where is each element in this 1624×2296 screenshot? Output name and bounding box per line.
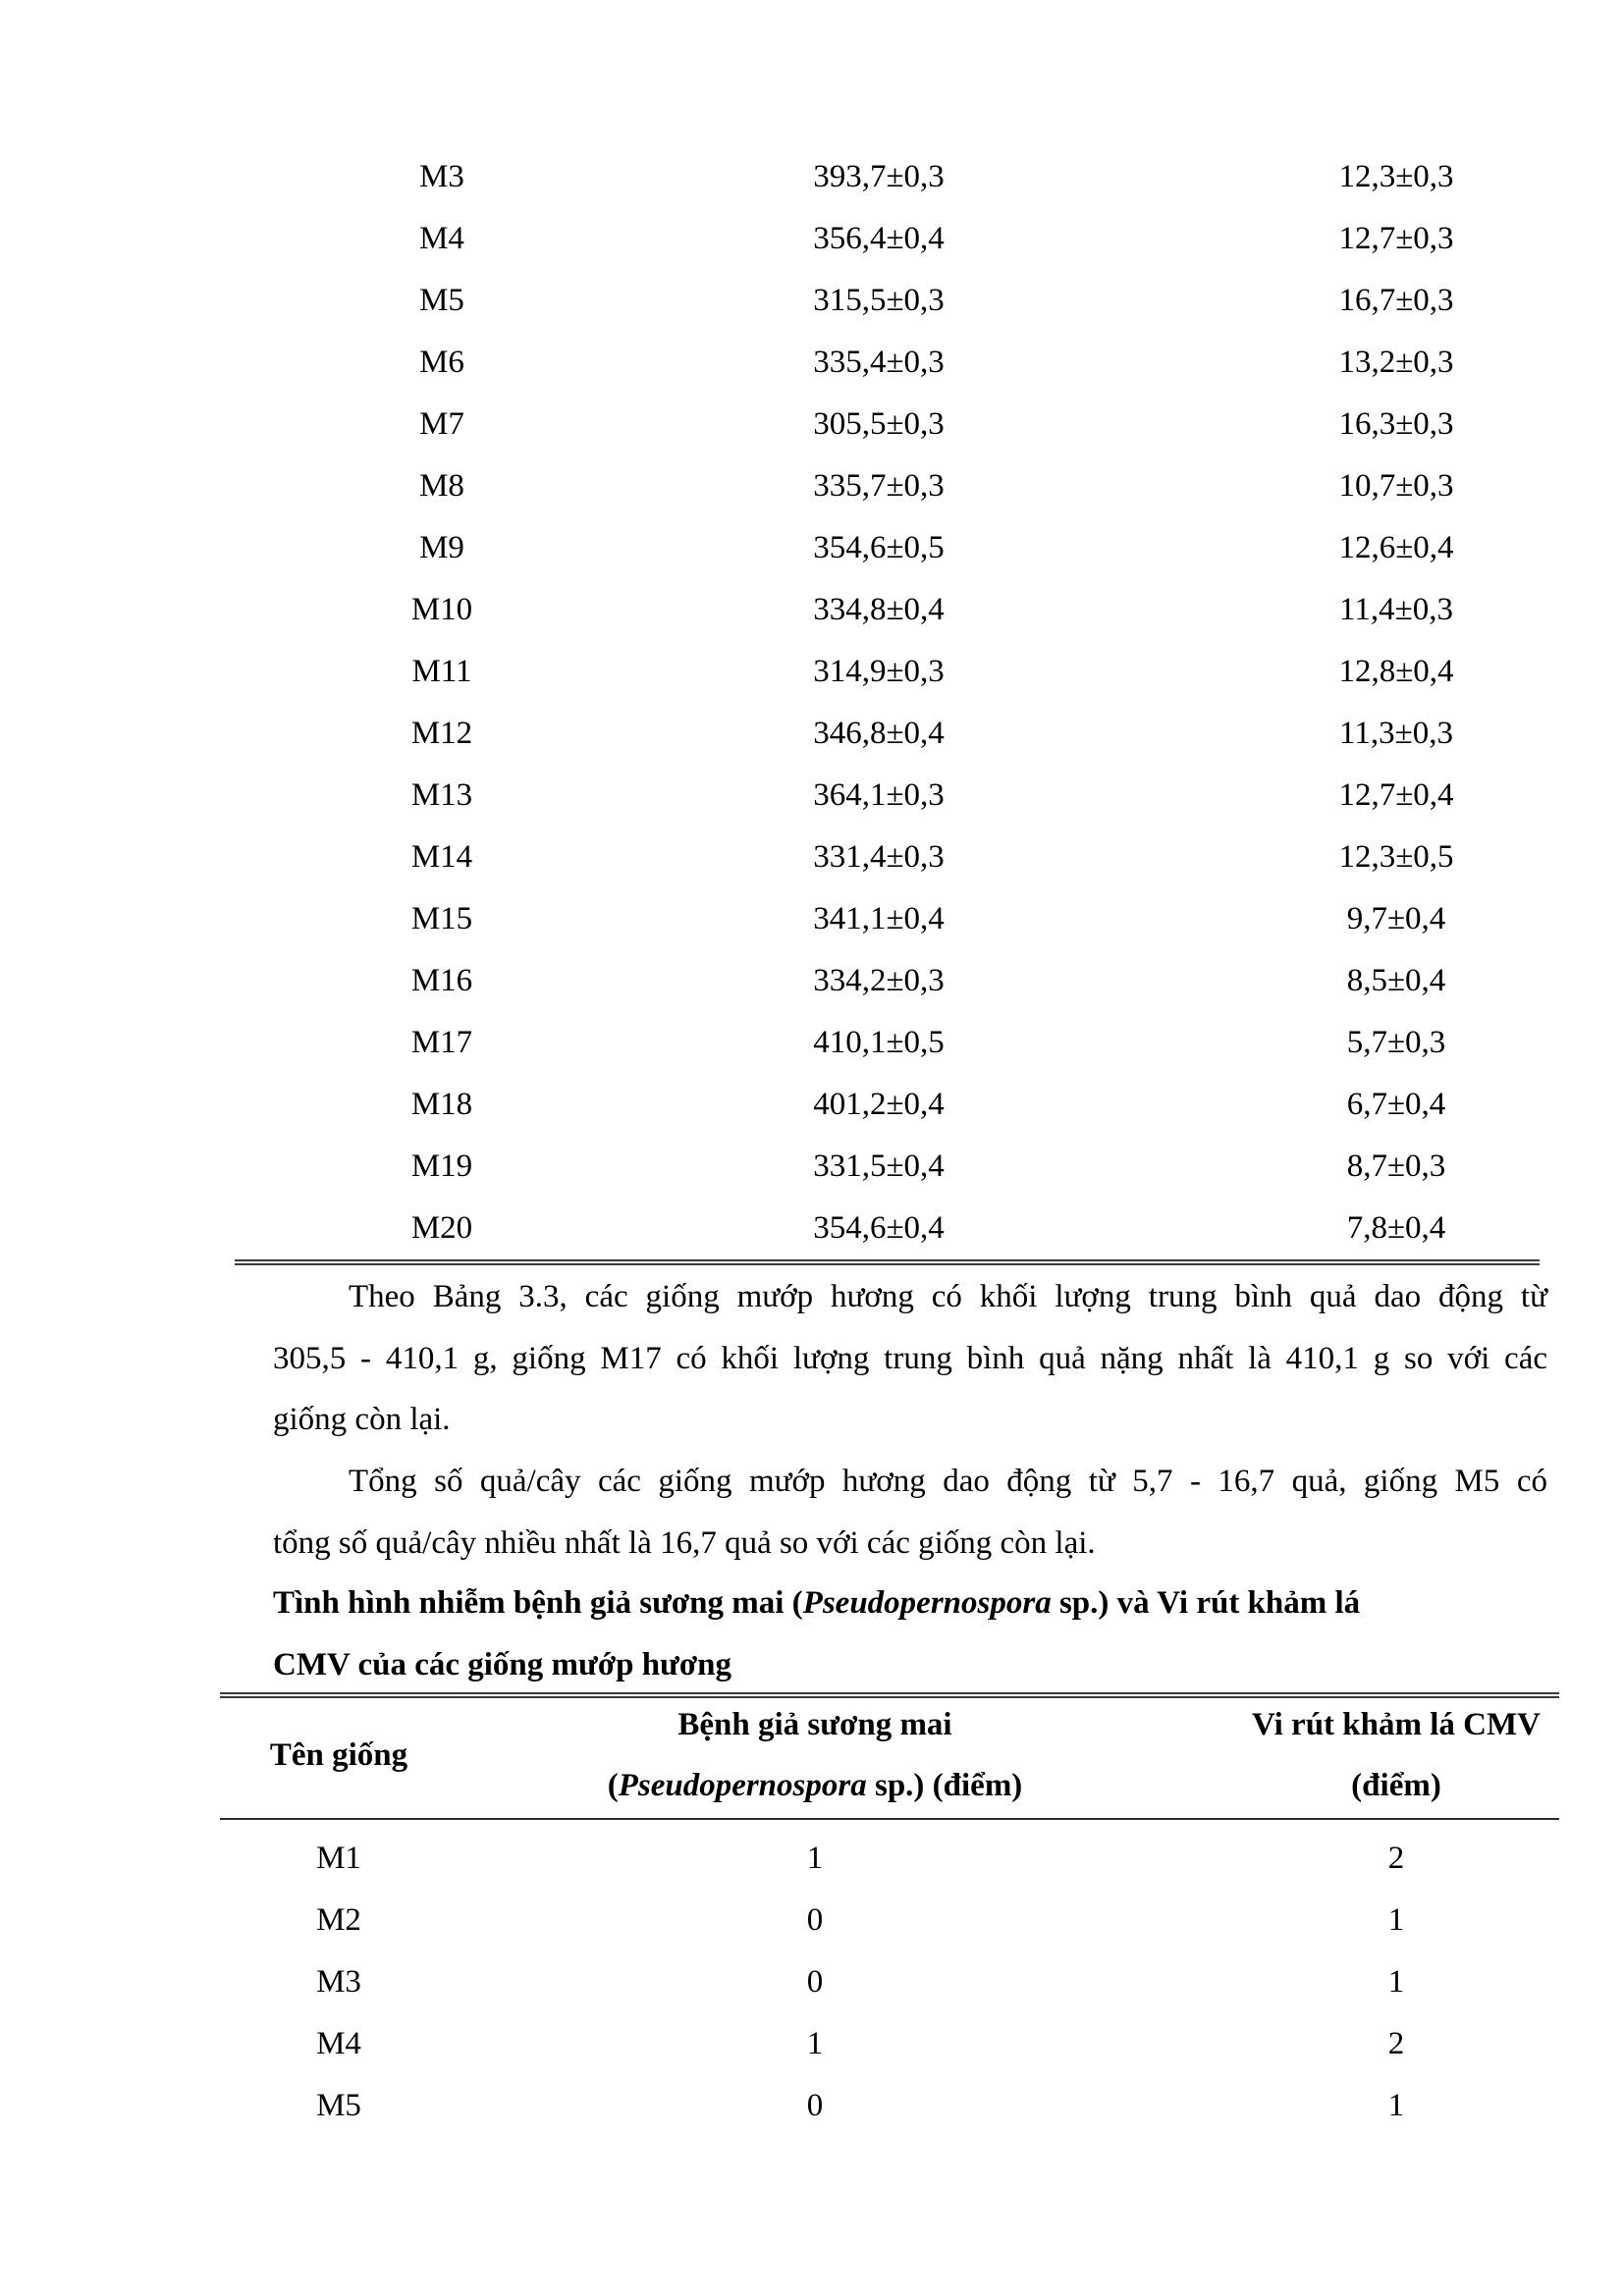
fruit-weight: 401,2±0,4 xyxy=(813,1087,945,1122)
variety-name: M5 xyxy=(419,283,464,318)
fruit-weight: 356,4±0,4 xyxy=(813,221,945,256)
mildew-score: 1 xyxy=(806,1841,824,1876)
fruits-per-plant: 12,7±0,3 xyxy=(1338,221,1454,256)
fruits-per-plant: 16,7±0,3 xyxy=(1338,283,1454,318)
fruit-weight: 335,4±0,3 xyxy=(813,345,945,380)
fruits-per-plant: 16,3±0,3 xyxy=(1338,406,1454,442)
fruits-per-plant: 10,7±0,3 xyxy=(1338,468,1454,504)
fruit-weight: 341,1±0,4 xyxy=(813,901,945,936)
fruits-per-plant: 7,8±0,4 xyxy=(1346,1210,1446,1246)
variety-name: M8 xyxy=(419,468,464,504)
fruit-weight: 410,1±0,5 xyxy=(813,1025,945,1060)
variety-name: M18 xyxy=(410,1087,473,1122)
mildew-score: 0 xyxy=(806,1964,824,2000)
fruit-weight: 334,8±0,4 xyxy=(813,592,945,627)
variety-name: M5 xyxy=(316,2088,361,2123)
fruits-per-plant: 6,7±0,4 xyxy=(1346,1087,1446,1122)
header-mildew-line2: (Pseudopernospora sp.) (điểm) xyxy=(607,1768,1023,1803)
fruit-weight: 331,5±0,4 xyxy=(813,1148,945,1184)
fruit-weight: 364,1±0,3 xyxy=(813,777,945,813)
variety-name: M15 xyxy=(410,901,473,936)
fruits-per-plant: 12,3±0,3 xyxy=(1338,159,1454,194)
mildew-score: 0 xyxy=(806,1902,824,1938)
fruit-weight: 335,7±0,3 xyxy=(813,468,945,504)
variety-name: M17 xyxy=(410,1025,473,1060)
fruits-per-plant: 12,6±0,4 xyxy=(1338,530,1454,565)
text-line: Theo Bảng 3.3, các giống mướp hương có khối lượng trung bình quả dao động từ xyxy=(349,1279,1547,1314)
text-line: 305,5 - 410,1 g, giống M17 có khối lượng trung bình quả nặng nhất là 410,1 g so với các xyxy=(273,1340,1547,1376)
heading-line-2: CMV của các giống mướp hương xyxy=(273,1647,731,1682)
heading-line-1: Tình hình nhiễm bệnh giả sương mai (Pseudopernospora sp.) và Vi rút khảm lá xyxy=(273,1585,1361,1621)
text-line: tổng số quả/cây nhiều nhất là 16,7 quả so với các giống còn lại. xyxy=(273,1524,1096,1561)
section-heading xyxy=(273,1573,1360,1696)
variety-name: M13 xyxy=(410,777,473,813)
variety-name: M12 xyxy=(410,716,473,751)
header-cmv-line2: (điểm) xyxy=(1351,1768,1441,1803)
header-cmv-line1: Vi rút khảm lá CMV xyxy=(1252,1707,1541,1742)
paragraph-fruit-count xyxy=(273,1451,1547,1574)
fruits-per-plant: 11,3±0,3 xyxy=(1339,716,1453,751)
fruits-per-plant: 8,7±0,3 xyxy=(1346,1148,1446,1184)
fruits-per-plant: 5,7±0,3 xyxy=(1346,1025,1446,1060)
table-top-border xyxy=(220,1692,1559,1698)
variety-name: M11 xyxy=(411,654,472,689)
fruits-per-plant: 9,7±0,4 xyxy=(1346,901,1446,936)
variety-name: M19 xyxy=(410,1148,473,1184)
variety-name: M3 xyxy=(316,1964,361,2000)
fruit-weight: 346,8±0,4 xyxy=(813,716,945,751)
table-bottom-border xyxy=(235,1259,1540,1265)
variety-name: M4 xyxy=(419,221,464,256)
fruit-weight: 331,4±0,3 xyxy=(813,839,945,875)
mildew-score: 1 xyxy=(806,2026,824,2061)
text-line: Tổng số quả/cây các giống mướp hương dao động từ 5,7 - 16,7 quả, giống M5 có xyxy=(349,1464,1547,1499)
variety-name: M16 xyxy=(410,963,473,998)
variety-name: M6 xyxy=(419,345,464,380)
fruits-per-plant: 8,5±0,4 xyxy=(1346,963,1446,998)
variety-name: M9 xyxy=(419,530,464,565)
variety-name: M4 xyxy=(316,2026,361,2061)
fruits-per-plant: 13,2±0,3 xyxy=(1338,345,1454,380)
cmv-score: 2 xyxy=(1387,1841,1405,1876)
header-bottom-border xyxy=(220,1818,1559,1820)
text-line: giống còn lại. xyxy=(273,1402,451,1437)
fruit-weight: 305,5±0,3 xyxy=(813,406,945,442)
cmv-score: 1 xyxy=(1387,1964,1405,2000)
fruits-per-plant: 12,3±0,5 xyxy=(1338,839,1454,875)
mildew-score: 0 xyxy=(806,2088,824,2123)
variety-name: M7 xyxy=(419,406,464,442)
variety-name: M20 xyxy=(410,1210,473,1246)
fruit-weight: 314,9±0,3 xyxy=(813,654,945,689)
species-name: Pseudopernospora xyxy=(802,1585,1052,1621)
cmv-score: 1 xyxy=(1387,1902,1405,1938)
fruit-weight: 354,6±0,5 xyxy=(813,530,945,565)
variety-name: M10 xyxy=(410,592,473,627)
header-mildew-line1: Bệnh giả sương mai xyxy=(677,1707,952,1742)
variety-name: M14 xyxy=(410,839,473,875)
fruit-weight: 393,7±0,3 xyxy=(813,159,945,194)
fruit-weight: 315,5±0,3 xyxy=(813,283,945,318)
cmv-score: 2 xyxy=(1387,2026,1405,2061)
paragraph-fruit-weight xyxy=(273,1266,1547,1451)
variety-name: M2 xyxy=(316,1902,361,1938)
fruits-per-plant: 11,4±0,3 xyxy=(1339,592,1453,627)
variety-name: M3 xyxy=(419,159,464,194)
fruits-per-plant: 12,8±0,4 xyxy=(1338,654,1454,689)
fruits-per-plant: 12,7±0,4 xyxy=(1338,777,1454,813)
header-variety: Tên giống xyxy=(269,1737,408,1773)
fruit-weight: 334,2±0,3 xyxy=(813,963,945,998)
fruit-weight: 354,6±0,4 xyxy=(813,1210,945,1246)
variety-name: M1 xyxy=(316,1841,361,1876)
cmv-score: 1 xyxy=(1387,2088,1405,2123)
